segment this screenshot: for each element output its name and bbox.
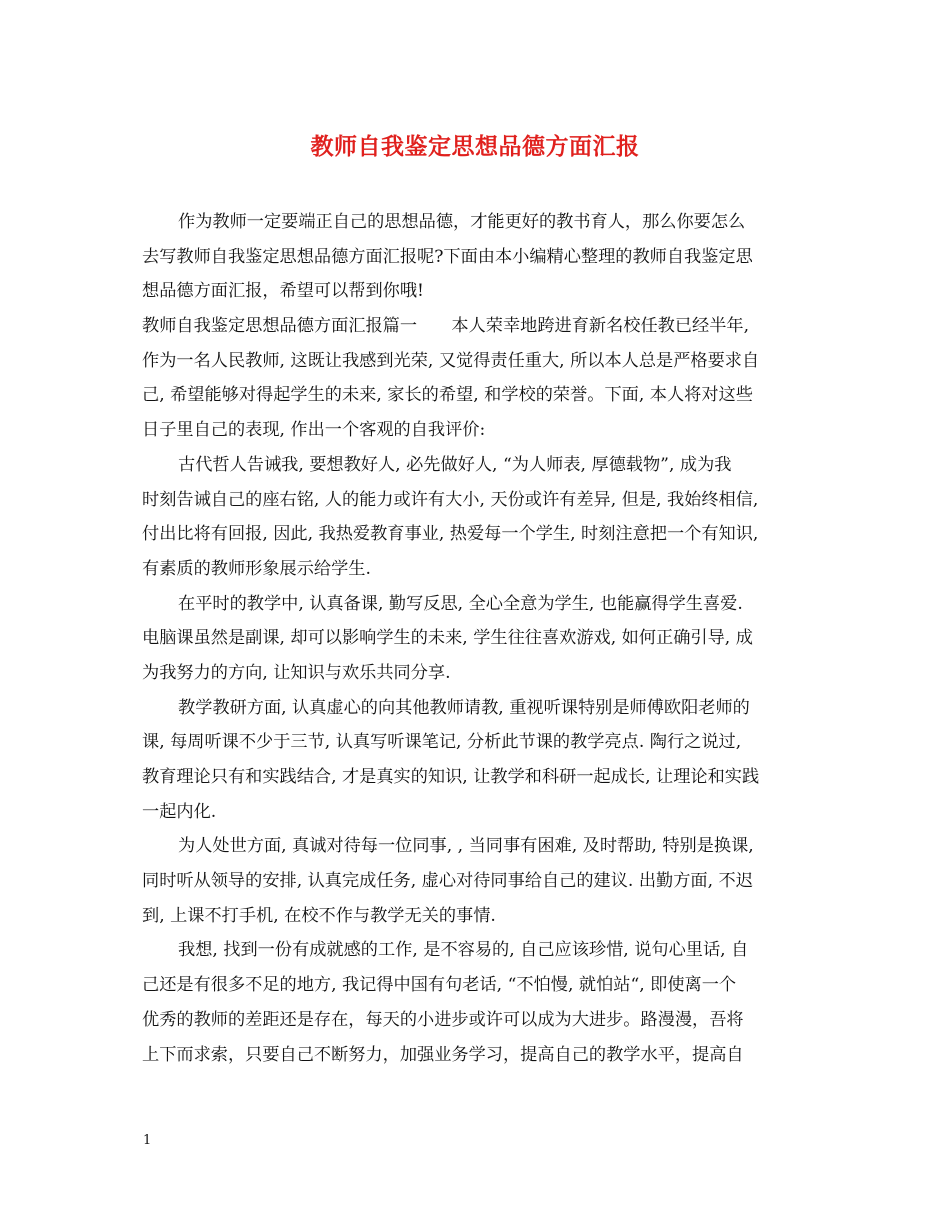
body-line: 作为教师一定要端正自己的思想品德，才能更好的教书育人，那么你要怎么 xyxy=(178,212,746,232)
body-line: 日子里自己的表现, 作出一个客观的自我评价: xyxy=(142,420,486,441)
body-line: 时刻告诫自己的座右铭, 人的能力或许有大小, 天份或许有差异, 但是, 我始终相信, xyxy=(142,489,759,510)
body-line: 电脑课虽然是副课, 却可以影响学生的未来, 学生往往喜欢游戏, 如何正确引导, 成 xyxy=(142,628,753,649)
body-line: 教育理论只有和实践结合, 才是真实的知识, 让教学和科研一起成长, 让理论和实践 xyxy=(142,767,760,787)
body-line: 教师自我鉴定思想品德方面汇报篇一 本人荣幸地跨进育新名校任教已经半年, xyxy=(142,316,750,337)
document-title: 教师自我鉴定思想品德方面汇报 xyxy=(310,133,640,160)
body-line: 优秀的教师的差距还是存在，每天的小进步或许可以成为大进步。路漫漫，吾将 xyxy=(142,1009,744,1030)
page-number: 1 xyxy=(143,1133,152,1148)
body-line: 一起内化. xyxy=(142,801,217,822)
body-line: 为人处世方面, 真诚对待每一位同事, , 当同事有困难, 及时帮助, 特别是换课, xyxy=(178,836,754,857)
body-line: 古代哲人告诫我, 要想教好人, 必先做好人, “为人师表, 厚德载物”, 成为我 xyxy=(178,454,732,475)
body-line: 在平时的教学中, 认真备课, 勤写反思, 全心全意为学生, 也能赢得学生喜爱. xyxy=(178,593,743,614)
body-line: 我想, 找到一份有成就感的工作, 是不容易的, 自己应该珍惜, 说句心里话, 自 xyxy=(178,940,749,961)
body-line: 付出比将有回报, 因此, 我热爱教育事业, 热爱每一个学生, 时刻注意把一个有知识, xyxy=(142,524,759,545)
body-line: 课, 每周听课不少于三节, 认真写听课笔记, 分析此节课的教学亮点. 陶行之说过, xyxy=(142,732,742,753)
body-line: 同时听从领导的安排, 认真完成任务, 虚心对待同事给自己的建议. 出勤方面, 不迟 xyxy=(142,871,753,892)
body-line: 为我努力的方向, 让知识与欢乐共同分享. xyxy=(142,662,451,683)
body-line: 上下而求索，只要自己不断努力，加强业务学习，提高自己的教学水平，提高自 xyxy=(142,1044,744,1065)
body-line: 想品德方面汇报，希望可以帮到你哦! xyxy=(142,281,424,302)
body-line: 有素质的教师形象展示给学生. xyxy=(142,558,371,579)
document-body xyxy=(142,205,810,1072)
body-line: 去写教师自我鉴定思想品德方面汇报呢?下面由本小编精心整理的教师自我鉴定思 xyxy=(142,246,753,267)
body-line: 己, 希望能够对得起学生的未来, 家长的希望, 和学校的荣誉。下面, 本人将对这些 xyxy=(142,385,753,406)
body-line: 教学教研方面, 认真虚心的向其他教师请教, 重视听课特别是师傅欧阳老师的 xyxy=(178,697,750,718)
body-line: 到, 上课不打手机, 在校不作与教学无关的事情. xyxy=(142,905,496,926)
body-line: 作为一名人民教师, 这既让我感到光荣, 又觉得责任重大, 所以本人总是严格要求自 xyxy=(142,350,760,371)
body-line: 己还是有很多不足的地方, 我记得中国有句老话, “不怕慢, 就怕站“, 即使离一个 xyxy=(142,975,737,996)
